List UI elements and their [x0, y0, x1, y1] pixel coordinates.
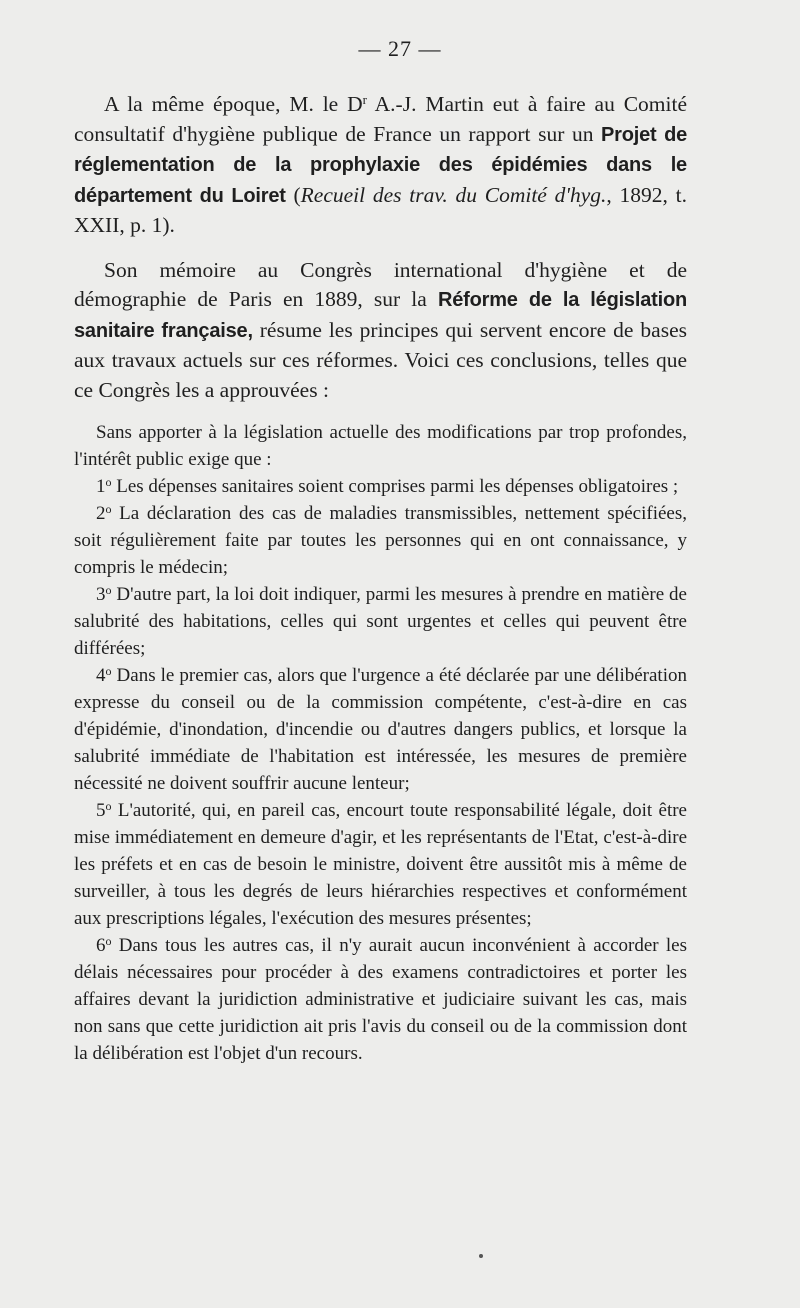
paragraph-congress-memoir — [74, 256, 687, 406]
p1-intro: A la même époque, M. le D — [104, 92, 363, 116]
page-number: — 27 — — [358, 36, 442, 61]
p1-citation: Recueil des trav. du Comité d'hyg. — [300, 182, 607, 207]
p1-open: ( — [285, 182, 301, 207]
conclusions-intro: Sans apporter à la législation actuelle des modifications par trop profondes, l'intérêt public exige que : — [74, 422, 687, 470]
conclusion-item: 1$^o$ Les dépenses sanitaires soient comprises parmi les dépenses obligatoires ; — [96, 475, 679, 497]
conclusion-item: 5$^o$ L'autorité, qui, en pareil cas, encourt toute responsabilité légale, doit être mise immédiatement en demeure d'agir, et les représentants de l'Etat, c'est-à-dire les préfets et en cas de besoin le ministre, doivent être aussitôt mis à même de surveiller, à tous les degrés de leurs hiérarchies respectives et conformément aux prescriptions légales, l'exécution des mesures présentes; — [74, 799, 687, 929]
p1-end: , 1892, t. XXII, p. 1). — [74, 182, 687, 237]
ink-speck — [479, 1254, 483, 1258]
p1-superscript: r — [362, 92, 367, 107]
conclusion-item: 6$^o$ Dans tous les autres cas, il n'y aurait aucun inconvénient à accorder les délais nécessaires pour procéder à des examens contradictoires et porter les affaires devant la juridiction administrative et judiciaire suivant les cas, mais non sans que cette juridiction ait pris l'avis du conseil ou de la commission dont la délibération est l'objet d'un recours. — [74, 934, 687, 1064]
conclusion-item: 4$^o$ Dans le premier cas, alors que l'urgence a été déclarée par une délibération expresse du conseil ou de la commission compétente, c'est-à-dire en cas d'épidémie, d'inondation, d'incendie ou d'autres dangers publics, et lorsque la salubrité immédiate de l'habitation est intéressée, les mesures de première nécessité ne doivent souffrir aucune lenteur; — [74, 664, 687, 794]
conclusion-item: 3$^o$ D'autre part, la loi doit indiquer, parmi les mesures à prendre en matière de salubrité des habitations, celles qui sont urgentes et celles qui peuvent être différées; — [74, 583, 687, 659]
p1-bold-title: Projet de réglementation de la prophylaxie des épidémies dans le département du Loiret — [74, 123, 688, 207]
congress-conclusions — [74, 419, 687, 1067]
conclusion-item: 2$^o$ La déclaration des cas de maladies transmissibles, nettement spécifiées, soit régulièrement faite par toutes les personnes qui en ont connaissance, y compris le médecin; — [74, 502, 687, 578]
p2-bold-title: Réforme de la législation sanitaire française, — [74, 289, 687, 342]
p1-mid: A.-J. Martin eut à faire au Comité consultatif d'hygiène publique de France un rapport sur un — [74, 92, 687, 146]
paragraph-martin-report — [74, 90, 687, 241]
body-text — [74, 90, 687, 1067]
p2-end: résume les principes qui servent encore de bases aux travaux actuels sur ces réformes. Voici ces conclusions, telles que ce Congrès les a approuvées : — [74, 317, 687, 402]
p2-intro: Son mémoire au Congrès international d'hygiène et de démographie de Paris en 1889, sur la — [74, 257, 687, 311]
